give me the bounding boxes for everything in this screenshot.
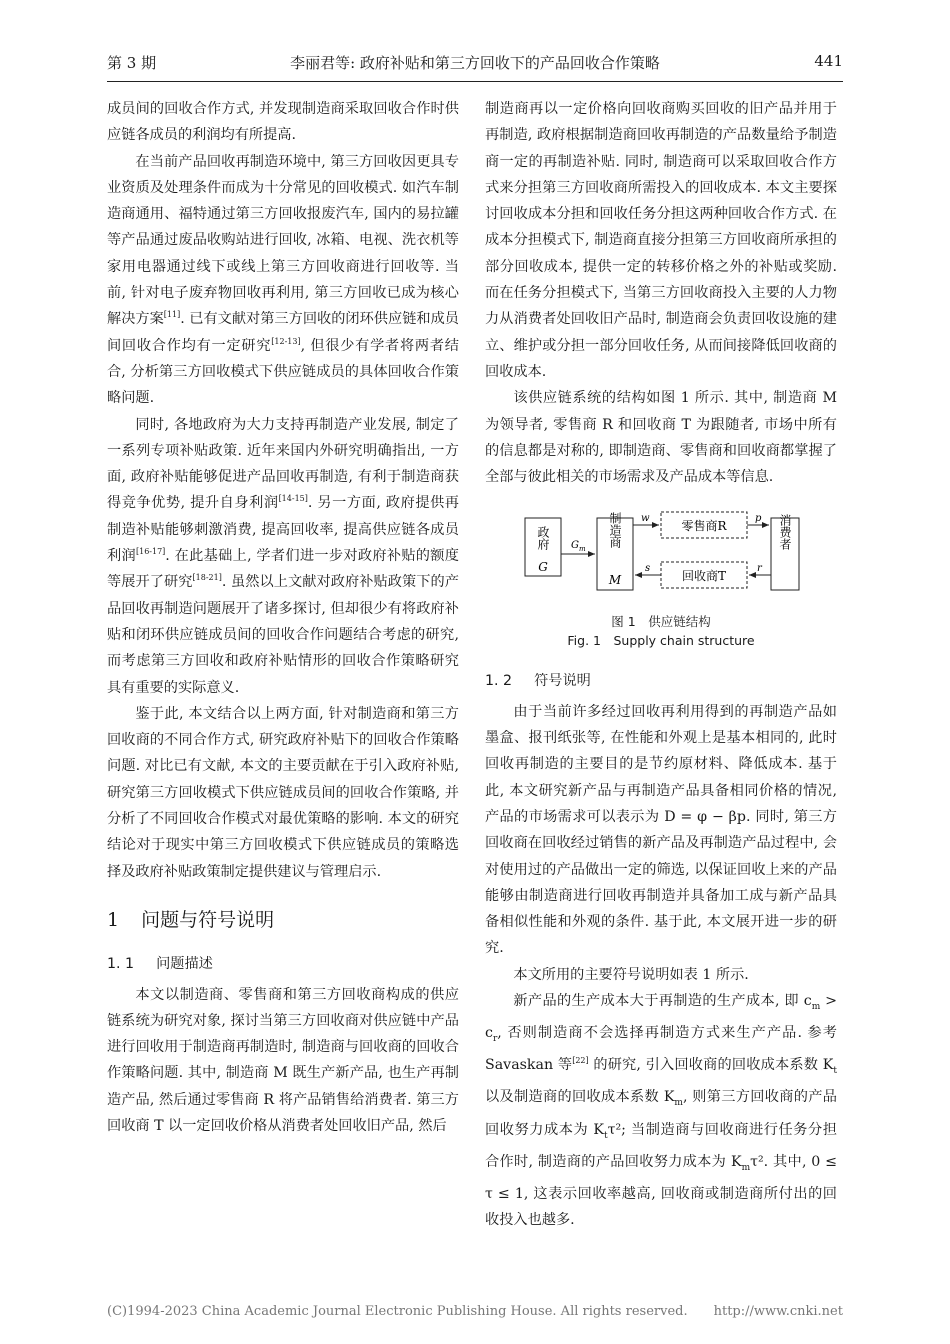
issue-number: 第 3 期 (107, 54, 157, 72)
paragraph: 本文以制造商、零售商和第三方回收商构成的供应链系统为研究对象, 探讨当第三方回收商对供应链中产品进行回收用于制造商再制造时, 制造商与回收商的回收合作策略问题. 其中, 制造商 M 既生产新产品, 也生产再制造产品, 然后通过零售商 R 将产品销售给消费者. 第三方回收商 T 以一定回收价格从消费者处回收旧产品, 然后 (107, 986, 459, 1134)
figure-caption-en: Fig. 1 Supply chain structure (567, 633, 755, 649)
citation[interactable]: [22] (572, 1056, 589, 1066)
header-rule (107, 81, 843, 82)
subsection-heading: 1. 1 问题描述 (107, 956, 213, 973)
paragraph: 同时, 各地政府为大力支持再制造产业发展, 制定了一系列专项补贴政策. 近年来国内外研究明确指出, 一方面, 政府补贴能够促进产品回收再制造, 有利于制造商获得竞争优势, 提升自身利润[14-15]. 另一方面, 政府提供再制造补贴能够刺激消费, 提高回收率, 提高供应链各成员利润[16-17]. 在此基础上, 学者们进一步对政府补贴的额度等展开了研究[18-21]. 虽然以上文献对政府补贴政策下的产品回收再制造问题展开了诸多探讨, 但却很少有将政府补贴和闭环供应链成员间的回收合作问题结合考虑的研究, 而考虑第三方回收和政府补贴情形的回收合作策略研究具有重要的实际意义. (107, 416, 459, 696)
citation[interactable]: [12-13] (271, 336, 301, 346)
subsection-heading: 1. 2 符号说明 (485, 673, 591, 690)
supply-chain-diagram (521, 506, 801, 602)
recycler-label: 回收商T (681, 569, 727, 584)
paragraph: 在当前产品回收再制造环境中, 第三方回收因更具专业资质及处理条件而成为十分常见的回收模式. 如汽车制造商通用、福特通过第三方回收报废汽车, 国内的易拉罐等产品通过废品收购站进行回收, 冰箱、电视、洗衣机等家用电器通过线下或线上第三方回收商进行回收等. 当前, 针对电子废弃物回收再利用, 第三方回收已成为核心解决方案[11]. 已有文献对第三方回收的闭环供应链和成员间回收合作均有一定研究[12-13], 但很少有学者将两者结合, 分析第三方回收模式下供应链成员的具体回收合作策略问题. (107, 153, 459, 407)
p-label: p (755, 513, 762, 525)
citation[interactable]: [11] (163, 310, 181, 320)
paragraph: 本文所用的主要符号说明如表 1 所示. (513, 966, 749, 983)
running-title: 李丽君等: 政府补贴和第三方回收下的产品回收合作策略 (290, 54, 660, 72)
left-column (107, 96, 459, 1139)
running-header (107, 52, 843, 78)
paragraph: 鉴于此, 本文结合以上两方面, 针对制造商和第三方回收商的不同合作方式, 研究政府补贴下的回收合作策略问题. 对比已有文献, 本文的主要贡献在于引入政府补贴, 研究第三方回收模式下供应链成员间的回收合作策略, 并分析了不同回收合作模式对最优策略的影响. 本文的研究结论对于现实中第三方回收模式下供应链成员的策略选择及政府补贴政策制定提供建议与管理启示. (107, 705, 459, 880)
mfr-symbol: M (608, 573, 622, 588)
s-label: s (645, 563, 651, 575)
mfr-label: 制造商 (608, 512, 622, 549)
section-heading: 1 问题与符号说明 (107, 908, 275, 931)
paragraph: 成员间的回收合作方式, 并发现制造商采取回收合作时供应链各成员的利润均有所提高. (107, 101, 459, 144)
consumer-label: 消费者 (778, 514, 792, 551)
citation[interactable]: [18-21] (192, 573, 222, 583)
paragraph: 由于当前许多经过回收再利用得到的再制造产品如墨盒、报刊纸张等, 在性能和外观上是基本相同的, 此时回收再制造的主要目的是节约原材料、降低成本. 基于此, 本文研究新产品与再制造产品具备相同价格的情况, 产品的市场需求可以表示为 D = φ − βp. 同时, 第三方回收商在回收经过销售的新产品及再制造产品过程中, 会对使用过的产品做出一定的筛选, 以保证回收上来的产品能够由制造商进行回收再制造并具备加工成与新产品具备相似性能和外观的条件. 基于此, 本文展开进一步的研究. (485, 703, 837, 957)
citation[interactable]: [14-15] (278, 494, 308, 504)
paragraph: 该供应链系统的结构如图 1 所示. 其中, 制造商 M 为领导者, 零售商 R 和回收商 T 为跟随者, 市场中所有的信息都是对称的, 即制造商、零售商和回收商都掌握了全部与彼此相关的市场需求及产品成本等信息. (485, 390, 837, 486)
citation[interactable]: [16-17] (135, 547, 166, 557)
gov-label-1: 政府 (536, 526, 550, 551)
gm-label: $G_m$ (571, 540, 586, 554)
retailer-label: 零售商R (681, 519, 727, 534)
r-label: r (757, 563, 762, 575)
paragraph: 制造商再以一定价格向回收商购买回收的旧产品并用于再制造, 政府根据制造商回收再制造的产品数量给予制造商一定的再制造补贴. 同时, 制造商可以采取回收合作方式来分担第三方回收商所需投入的回收成本. 本文主要探讨回收成本分担和回收任务分担这两种回收合作方式. 在成本分担模式下, 制造商直接分担第三方回收商所承担的部分回收成本, 提供一定的转移价格之外的补贴或奖励. 而在任务分担模式下, 当第三方回收商投入主要的人力物力从消费者处回收旧产品时, 制造商会负责回收设施的建立、维护或分担一部分回收任务, 从而间接降低回收商的回收成本. (485, 101, 837, 380)
figure-caption-cn: 图 1 供应链结构 (611, 614, 711, 630)
w-label: w (641, 513, 650, 525)
page-number: 441 (814, 52, 843, 70)
paragraph: 新产品的生产成本大于再制造的生产成本, 即 $c_m > c_r$, 否则制造商不会选择再制造方式来生产产品. 参考 Savaskan 等[22] 的研究, 引入回收商的回收成本系数 $K_t$ 以及制造商的回收成本系数 $K_m$, 则第三方回收商的产品回收努力成本为 $K_t\tau^2$; 当制造商与回收商进行任务分担合作时, 制造商的产品回收努力成本为 $K_m\tau^2$. 其中, 0 ≤ τ ≤ 1, 这表示回收率越高, 回收商或制造商所付出的回收投入也越多. (485, 993, 838, 1229)
supply-chain-figure (485, 506, 837, 606)
gov-symbol: G (538, 560, 548, 575)
right-column (485, 96, 837, 1233)
copyright-footer: (C)1994-2023 China Academic Journal Electronic Publishing House. All rights reserved. http://www.cnki.net (107, 1304, 843, 1319)
